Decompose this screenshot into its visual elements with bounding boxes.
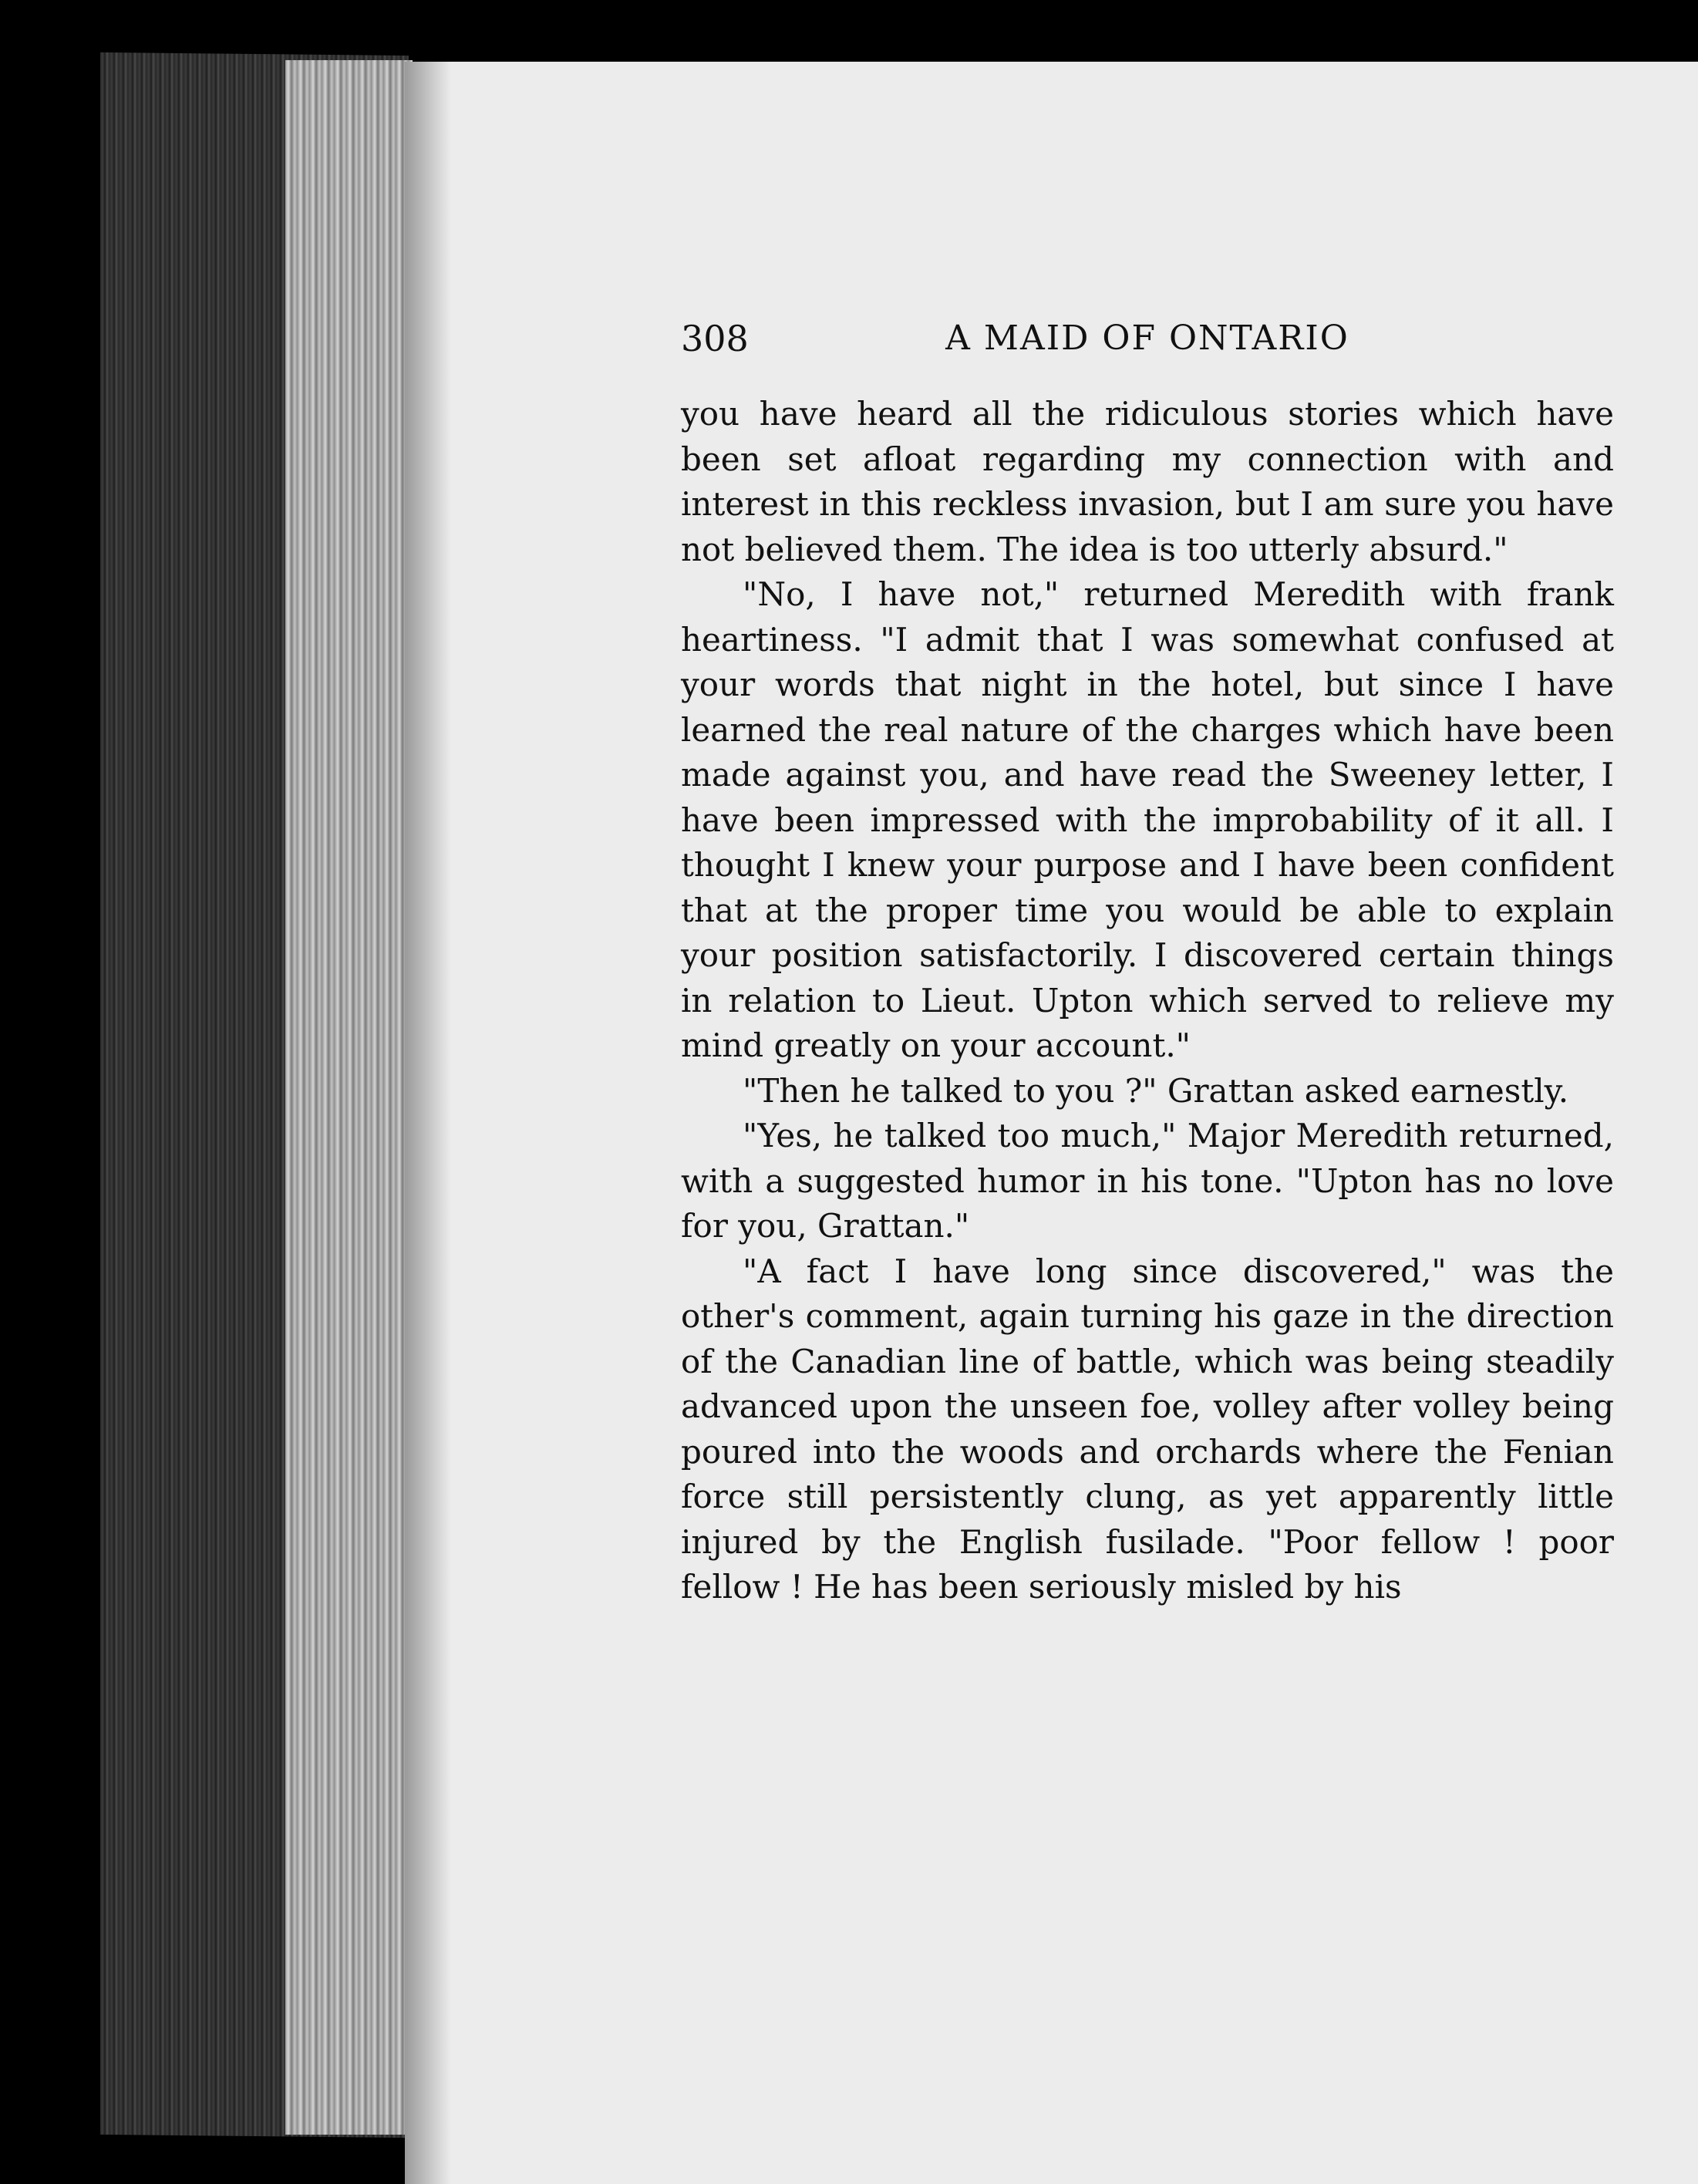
paragraph: "Yes, he talked too much," Major Meredith returned, with a suggested humor in his tone. "Upton has no love for you, Grattan."	[681, 1117, 1614, 1245]
gutter-shadow	[405, 62, 451, 2184]
paragraph: "Then he talked to you ?" Grattan asked earnestly.	[743, 1071, 1569, 1110]
page-text-block	[681, 308, 1614, 1610]
paragraph: "No, I have not," returned Meredith with frank heartiness. "I admit that I was somewhat confused at your words that night in the hotel, but since I have learned the real nature of the charges which have been made against you, and have read the Sweeney letter, I have been impressed with the improbability of it all. I thought I knew your purpose and I have been confident that at the proper time you would be able to explain your position satisfactorily. I discovered certain things in relation to Lieut. Upton which served to relieve my mind greatly on your account."	[681, 575, 1614, 1064]
paragraph: "A fact I have long since discovered," was the other's comment, again turning his gaze in the direction of the Canadian line of battle, which was being steadily advanced upon the unseen foe, volley after volley being poured into the woods and orchards where the Fenian force still persistently clung, as yet apparently little injured by the English fusilade. "Poor fellow ! poor fellow ! He has been seriously misled by his	[681, 1252, 1614, 1606]
paragraph-continued: you have heard all the ridiculous stories which have been set afloat regarding my connection with and interest in this reckless invasion, but I am sure you have not believed them. The idea is too utterly absurd."	[681, 395, 1614, 568]
running-title: A MAID OF ONTARIO	[945, 318, 1349, 358]
book-page-edges-highlight	[285, 60, 413, 2135]
page-number: 308	[681, 318, 749, 359]
running-head	[681, 308, 1614, 392]
